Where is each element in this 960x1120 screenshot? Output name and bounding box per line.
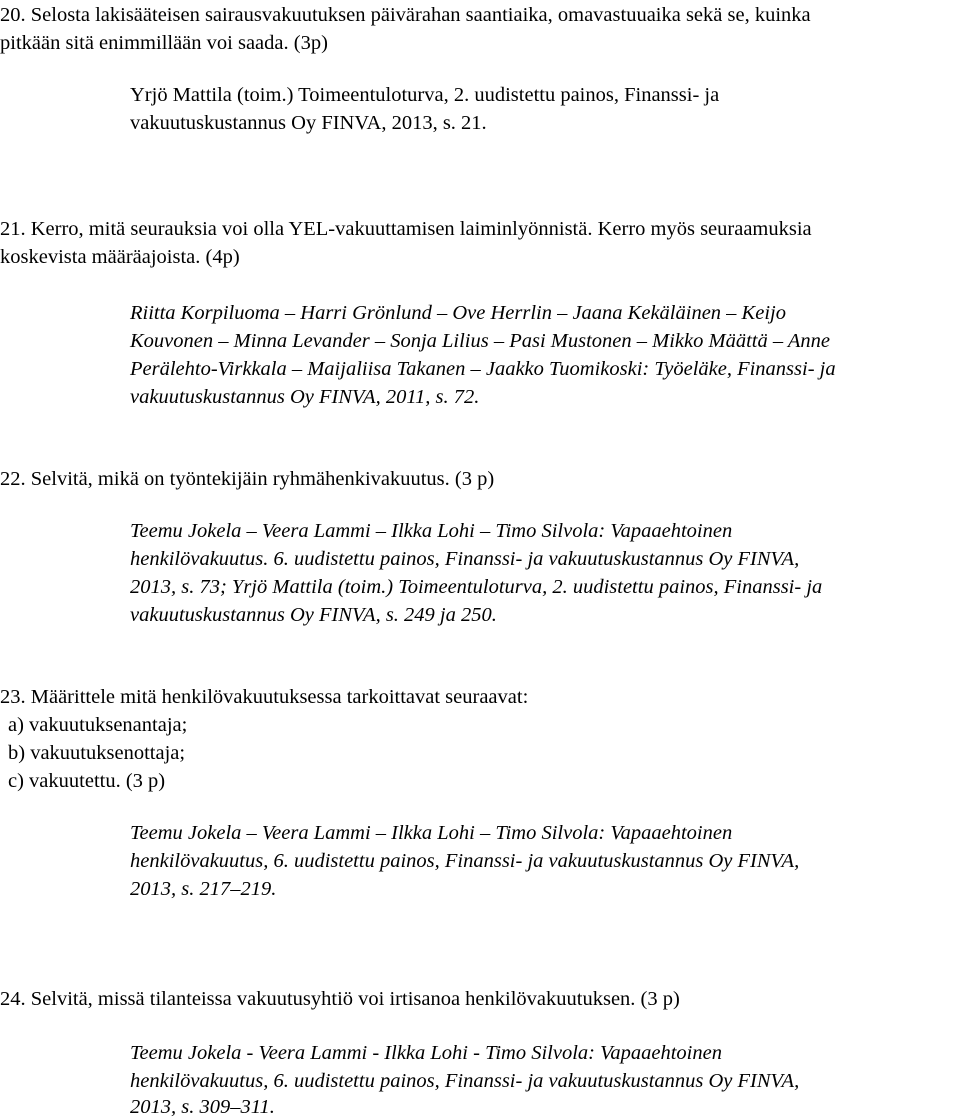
question-24-reference-line-3: 2013, s. 309–311.: [130, 1096, 275, 1118]
question-21-line-2: koskevista määräajoista. (4p): [0, 246, 240, 268]
question-22-line-1: 22. Selvitä, mikä on työntekijäin ryhmähenkivakuutus. (3 p): [0, 468, 495, 490]
question-20-reference-line-2: [130, 110, 487, 136]
question-22-reference-line-2: henkilövakuutus. 6. uudistettu painos, Finanssi- ja vakuutuskustannus Oy FINVA,: [130, 548, 800, 570]
question-21-line-1: 21. Kerro, mitä seurauksia voi olla YEL-vakuuttamisen laiminlyönnistä. Kerro myös seuraamuksia: [0, 218, 812, 240]
question-21-reference-line-3: Perälehto-Virkkala – Maijaliisa Takanen – Jaakko Tuomikoski: Työeläke, Finanssi- ja: [130, 358, 836, 380]
question-23-reference-line-2: henkilövakuutus, 6. uudistettu painos, Finanssi- ja vakuutuskustannus Oy FINVA,: [130, 850, 800, 872]
question-23-option-c: c) vakuutettu. (3 p): [8, 770, 166, 792]
question-21-reference-line-4: vakuutuskustannus Oy FINVA, 2011, s. 72.: [130, 386, 480, 408]
question-24-line-1: 24. Selvitä, missä tilanteissa vakuutusyhtiö voi irtisanoa henkilövakuutuksen. (3 p): [0, 988, 680, 1010]
question-22-reference-line-3: 2013, s. 73; Yrjö Mattila (toim.) Toimeentuloturva, 2. uudistettu painos, Finanssi- ja: [130, 576, 823, 598]
reference-upright-text: vakuutuskustannus Oy FINVA, 2013, s. 21.: [130, 112, 487, 134]
question-20-reference-line-1: [130, 82, 719, 108]
question-24-reference-line-1: Teemu Jokela - Veera Lammi - Ilkka Lohi - Timo Silvola: Vapaaehtoinen: [130, 1042, 722, 1064]
question-23-reference-line-1: Teemu Jokela – Veera Lammi – Ilkka Lohi – Timo Silvola: Vapaaehtoinen: [130, 822, 733, 844]
question-23-option-a: a) vakuutuksenantaja;: [8, 714, 188, 736]
question-20-line-1: 20. Selosta lakisääteisen sairausvakuutuksen päivärahan saantiaika, omavastuuaika sekä se, kuinka: [0, 4, 811, 26]
question-23-reference-line-3: 2013, s. 217–219.: [130, 878, 277, 900]
question-22-reference-line-4: vakuutuskustannus Oy FINVA, s. 249 ja 250.: [130, 604, 497, 626]
question-21-reference-line-1: Riitta Korpiluoma – Harri Grönlund – Ove Herrlin – Jaana Kekäläinen – Keijo: [130, 302, 786, 324]
question-22-reference-line-1: Teemu Jokela – Veera Lammi – Ilkka Lohi – Timo Silvola: Vapaaehtoinen: [130, 520, 733, 542]
question-23-line-1: 23. Määrittele mitä henkilövakuutuksessa tarkoittavat seuraavat:: [0, 686, 529, 708]
question-23-option-b: b) vakuutuksenottaja;: [8, 742, 186, 764]
reference-upright-text: Yrjö Mattila (toim.) Toimeentuloturva, 2. uudistettu painos, Finanssi- ja: [130, 84, 720, 106]
question-20-line-2: pitkään sitä enimmillään voi saada. (3p): [0, 32, 328, 54]
question-24-reference-line-2: henkilövakuutus, 6. uudistettu painos, Finanssi- ja vakuutuskustannus Oy FINVA,: [130, 1070, 800, 1092]
question-21-reference-line-2: Kouvonen – Minna Levander – Sonja Lilius – Pasi Mustonen – Mikko Määttä – Anne: [130, 330, 830, 352]
